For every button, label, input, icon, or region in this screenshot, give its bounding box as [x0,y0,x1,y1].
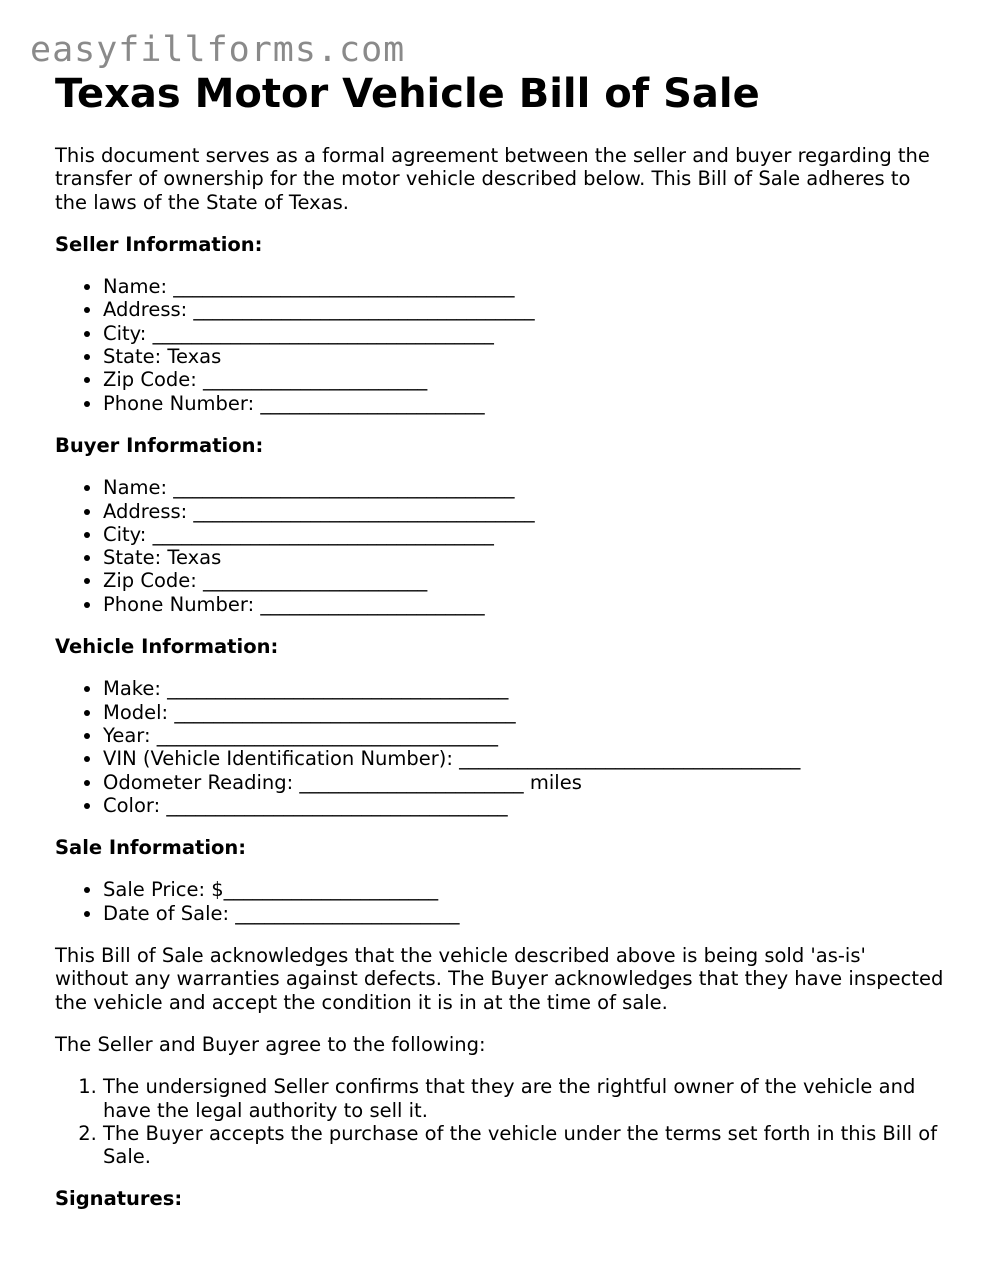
vehicle-make-field: • Make: ___________________________________ [103,677,945,700]
vehicle-vin-field: • VIN (Vehicle Identification Number): ___________________________________ [103,747,945,770]
sale-date-field: • Date of Sale: _______________________ [103,902,945,925]
buyer-name-field: • Name: ___________________________________ [103,476,945,499]
vehicle-model-field: • Model: ___________________________________ [103,701,945,724]
buyer-city-field: • City: ___________________________________ [103,523,945,546]
seller-address-field: • Address: ___________________________________ [103,298,945,321]
seller-field-list [55,275,945,415]
agreement-item-ownership: 1. The undersigned Seller confirms that they are the rightful owner of the vehicle and have the legal authority to sell it. [103,1075,945,1122]
agreement-item-terms: 2. The Buyer accepts the purchase of the vehicle under the terms set forth in this Bill of Sale. [103,1122,945,1169]
seller-zip-field: • Zip Code: _______________________ [103,368,945,391]
seller-name-field: • Name: ___________________________________ [103,275,945,298]
document-title: Texas Motor Vehicle Bill of Sale [55,71,760,117]
buyer-state-field: • State: Texas [103,546,945,569]
buyer-field-list [55,476,945,616]
watermark-logo: easyfillforms.com [30,30,406,70]
seller-city-field: • City: ___________________________________ [103,322,945,345]
signatures-heading: Signatures: [55,1187,183,1211]
sale-field-list [55,878,945,925]
buyer-address-field: • Address: ___________________________________ [103,500,945,523]
sale-price-field: • Sale Price: $______________________ [103,878,945,901]
sale-heading: Sale Information: [55,836,247,860]
vehicle-field-list [55,677,945,817]
vehicle-color-field: • Color: ___________________________________ [103,794,945,817]
agreement-intro: The Seller and Buyer agree to the following: [55,1032,486,1056]
vehicle-year-field: • Year: ___________________________________ [103,724,945,747]
intro-paragraph: This document serves as a formal agreement between the seller and buyer regarding the transfer of ownership for the motor vehicle described below. This Bill of Sale adheres to the laws of the State of Texas. [55,144,930,214]
buyer-phone-field: • Phone Number: _______________________ [103,593,945,616]
vehicle-odometer-field: • Odometer Reading: _______________________ miles [103,771,945,794]
buyer-heading: Buyer Information: [55,433,264,457]
document-page [55,68,945,1211]
vehicle-heading: Vehicle Information: [55,635,279,659]
buyer-zip-field: • Zip Code: _______________________ [103,569,945,592]
as-is-paragraph: This Bill of Sale acknowledges that the vehicle described above is being sold 'as-is' without any warranties against defects. The Buyer acknowledges that they have inspected the vehicle and accept the condition it is in at the time of sale. [55,944,944,1014]
seller-state-field: • State: Texas [103,345,945,368]
seller-phone-field: • Phone Number: _______________________ [103,392,945,415]
seller-heading: Seller Information: [55,232,263,256]
agreement-list [55,1075,945,1168]
